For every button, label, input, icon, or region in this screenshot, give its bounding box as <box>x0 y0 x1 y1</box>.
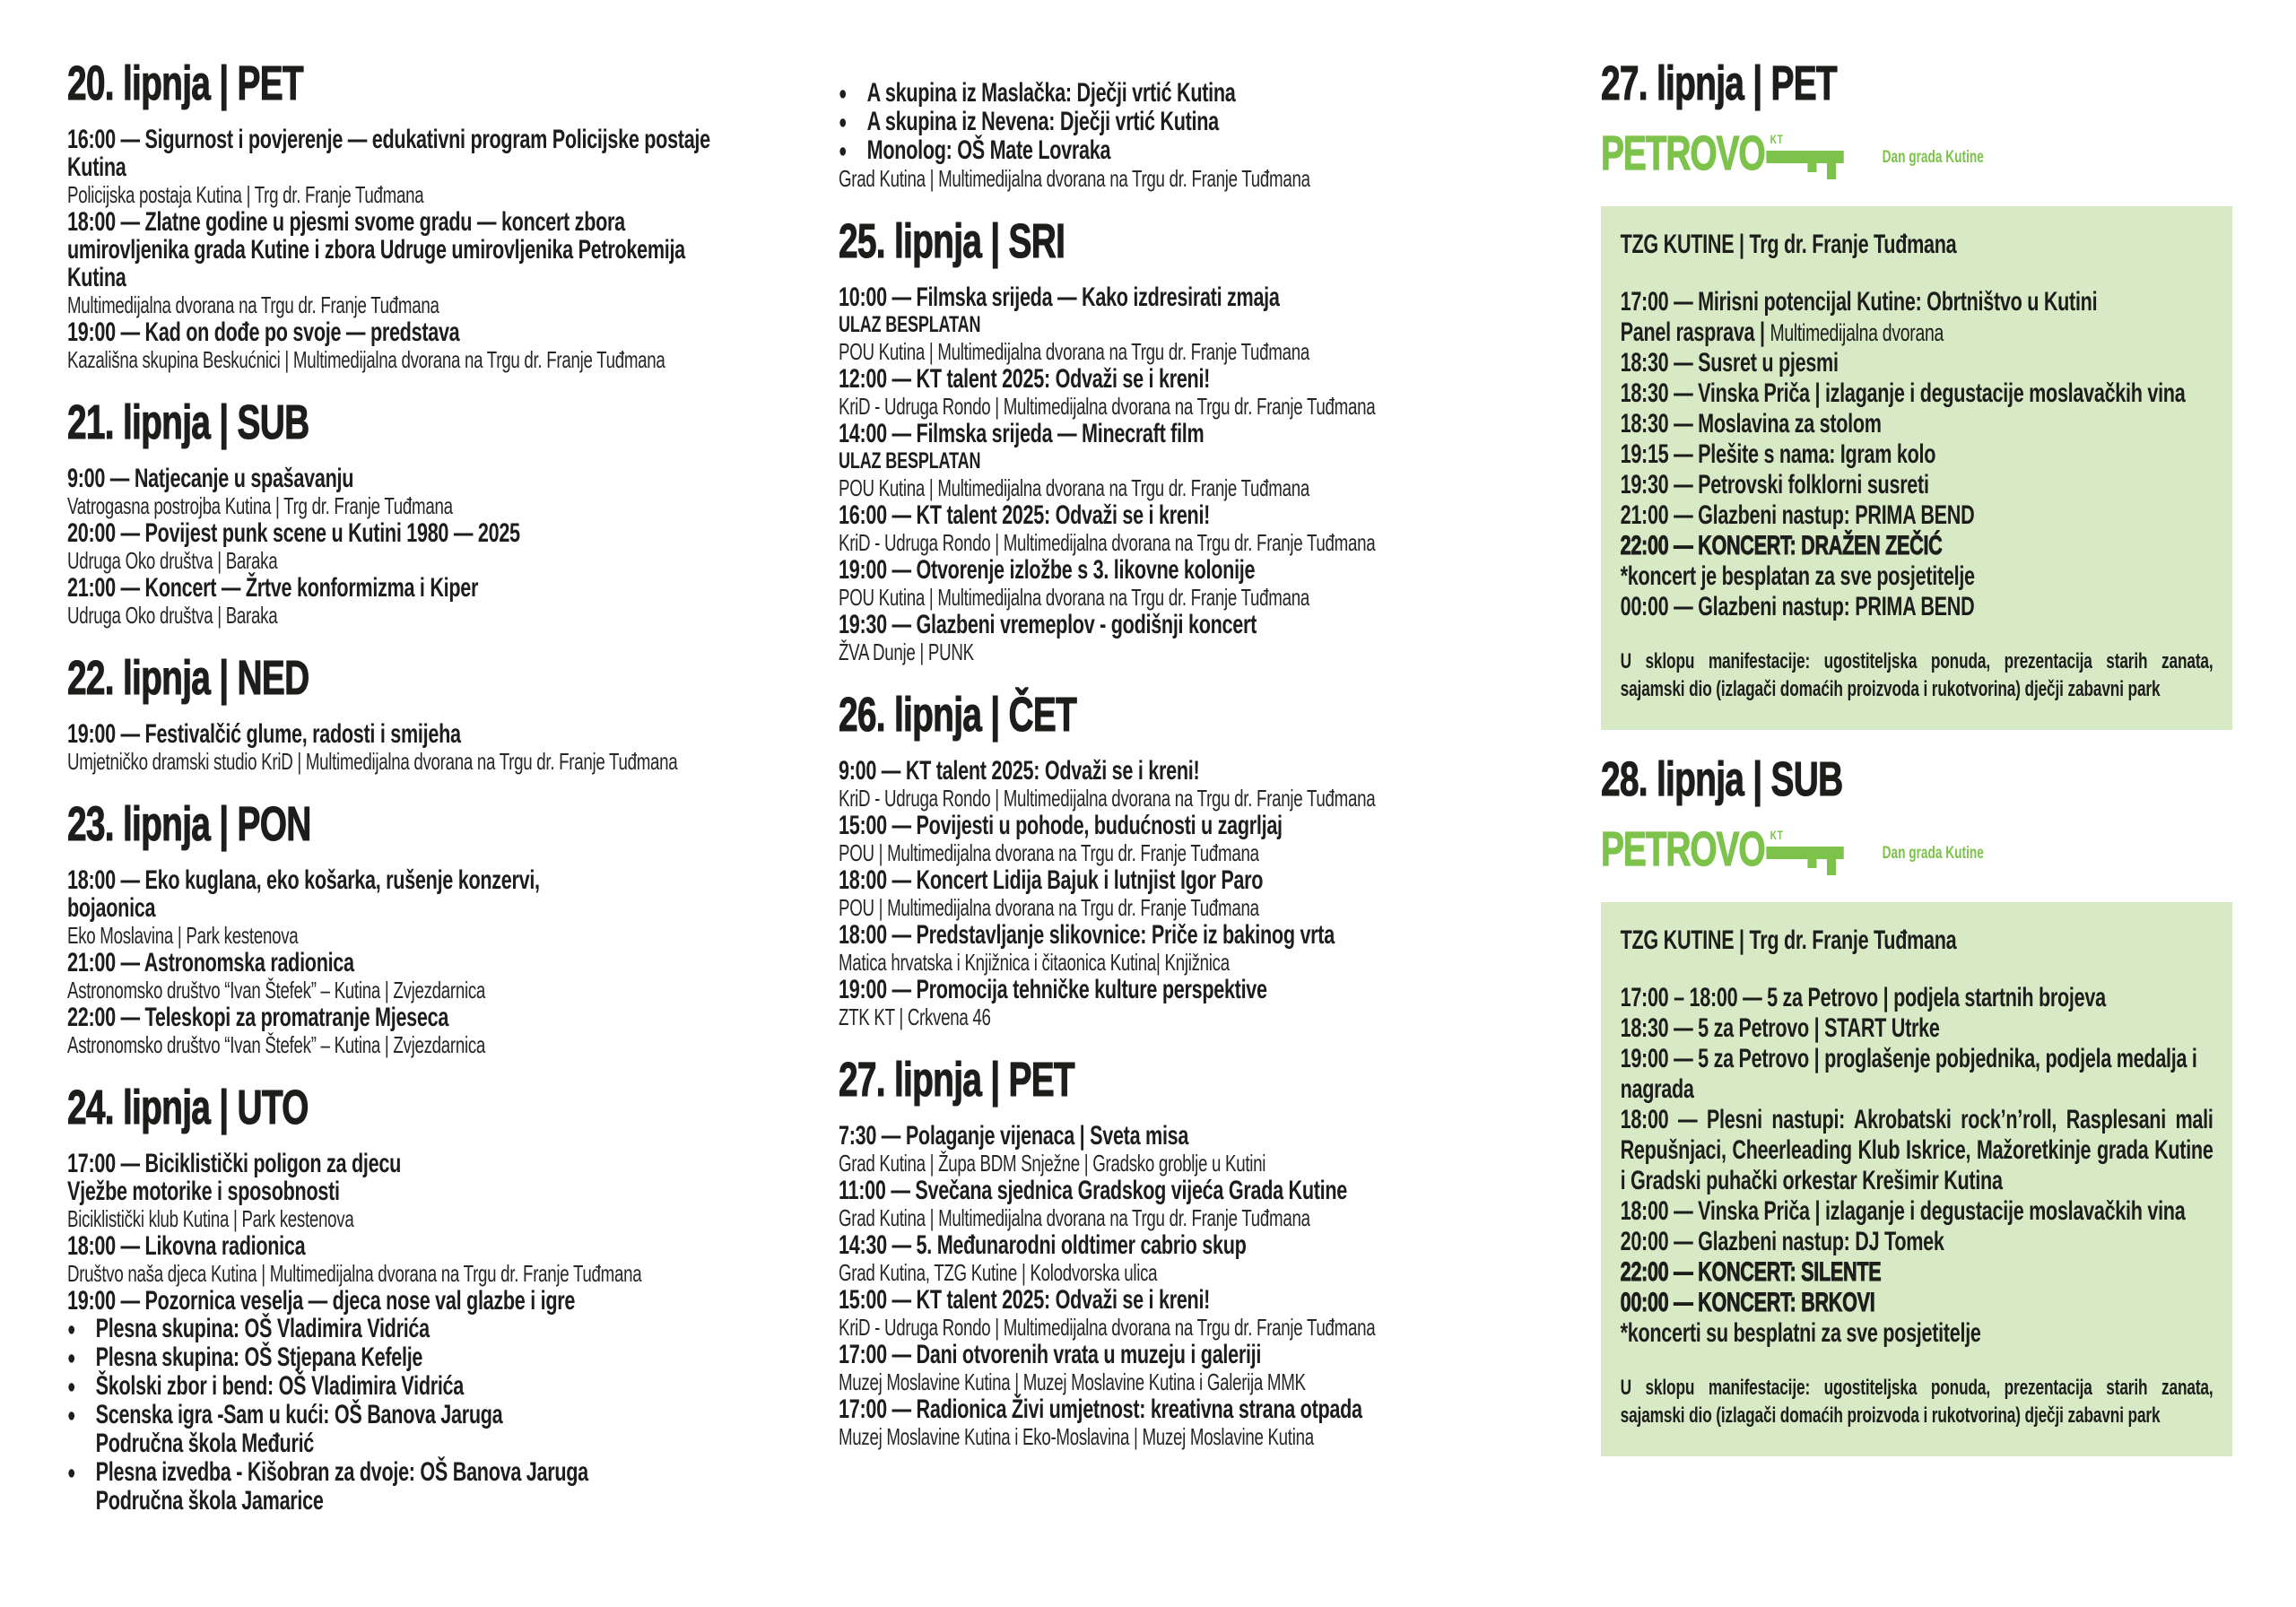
date-heading: 25. lipnja | SRI <box>839 214 1065 268</box>
event-line: 19:00 — Festivalčić glume, radosti i smijeha <box>67 719 461 749</box>
event-line: 18:00 — Zlatne godine u pjesmi svome gradu — koncert zbora umirovljenika grada Kutine i zbora Udruge umirovljenika Petrokemija Kutina <box>67 207 685 292</box>
festival-event-line: 17:00 – 18:00 — 5 za Petrovo | podjela startnih brojeva <box>1620 983 2106 1012</box>
program-bullet-item: ● Plesna skupina: OŠ Vladimira Vidrića <box>67 1315 723 1343</box>
location-line: Muzej Moslavine Kutina i Eko-Moslavina | Muzej Moslavine Kutina <box>839 1423 1314 1450</box>
program-bullet-item: ● A skupina iz Maslačka: Dječji vrtić Kutina <box>839 79 1474 108</box>
festival-event-line: 18:30 — Susret u pjesmi <box>1620 348 1839 378</box>
festival-schedule-box <box>1601 206 2232 730</box>
location-line: Grad Kutina | Multimedijalna dvorana na Trgu dr. Franje Tuđmana <box>839 165 1310 192</box>
event-line: 17:00 — Radionica Živi umjetnost: kreativna strana otpada <box>839 1394 1362 1424</box>
event-line: 18:00 — Koncert Lidija Bajuk i lutnjist Igor Paro <box>839 865 1264 895</box>
program-bullet-item: ● Scenska igra -Sam u kući: OŠ Banova Jaruga <box>67 1401 723 1429</box>
concert-event-line: 00:00 — KONCERT: BRKOVI <box>1620 1288 1875 1317</box>
program-day-section <box>67 1080 723 1516</box>
event-line: 11:00 — Svečana sjednica Gradskog vijeća Grada Kutine <box>839 1176 1348 1205</box>
date-heading: 27. lipnja | PET <box>1601 56 1837 110</box>
date-heading: 27. lipnja | PET <box>839 1053 1074 1107</box>
program-day-section <box>839 1052 1474 1450</box>
event-line: 7:30 — Polaganje vijenaca | Sveta misa <box>839 1121 1189 1151</box>
venue-line: TZG KUTINE | Trg dr. Franje Tuđmana <box>1620 925 1957 955</box>
petrovo-key-holder <box>1766 129 1863 191</box>
event-line: 21:00 — Koncert — Žrtve konformizma i Kiper <box>67 573 479 603</box>
free-admission-note: ULAZ BESPLATAN <box>839 448 981 473</box>
event-line: 15:00 — KT talent 2025: Odvaži se i kreni! <box>839 1285 1211 1315</box>
program-day-section <box>67 395 723 629</box>
program-day-section <box>839 79 1474 192</box>
date-heading: 24. lipnja | UTO <box>67 1081 309 1134</box>
festival-event-line: 17:00 — Mirisni potencijal Kutine: Obrtništvo u Kutini <box>1620 287 2098 317</box>
festival-event-line: 18:30 — 5 za Petrovo | START Utrke <box>1620 1013 1940 1043</box>
petrovo-tagline: Dan grada Kutine <box>1882 844 1984 863</box>
festival-event-line: 00:00 — Glazbeni nastup: PRIMA BEND <box>1620 592 1975 621</box>
event-line: 15:00 — Povijesti u pohode, budućnosti u zagrljaj <box>839 811 1283 840</box>
location-line: Udruga Oko društva | Baraka <box>67 602 278 629</box>
program-day-section <box>67 650 723 775</box>
petrovo-wordmark: PETROVO <box>1601 822 1765 876</box>
event-line: 18:00 — Eko kuglana, eko košarka, rušenje konzervi, <box>67 865 540 895</box>
program-day-section <box>67 56 723 373</box>
petrovo-logo <box>1601 126 2232 194</box>
program-bullet-item: ● A skupina iz Nevena: Dječji vrtić Kutina <box>839 108 1474 136</box>
event-line: 19:00 — Otvorenje izložbe s 3. likovne kolonije <box>839 555 1256 585</box>
location-line: Policijska postaja Kutina | Trg dr. Franje Tuđmana <box>67 181 424 208</box>
location-line: Matica hrvatska i Knjižnica i čitaonica Kutina| Knjižnica <box>839 949 1230 976</box>
festival-event-line: 21:00 — Glazbeni nastup: PRIMA BEND <box>1620 500 1975 530</box>
event-line: 18:00 — Predstavljanje slikovnice: Priče iz bakinog vrta <box>839 920 1335 950</box>
concert-event-line: 22:00 — KONCERT: DRAŽEN ZEČIĆ <box>1620 531 1943 560</box>
venue-line: TZG KUTINE | Trg dr. Franje Tuđmana <box>1620 230 1957 259</box>
date-heading: 26. lipnja | ČET <box>839 688 1077 742</box>
location-line: Astronomsko društvo “Ivan Štefek” – Kutina | Zvjezdarnica <box>67 977 486 1003</box>
event-detail-regular: Multimedijalna dvorana <box>1770 319 1944 346</box>
program-column-right <box>1601 56 2232 1456</box>
program-bullet-item: ● Monolog: OŠ Mate Lovraka <box>839 136 1474 165</box>
program-bullet-continuation: Područna škola Međurić <box>95 1429 315 1458</box>
event-line: 12:00 — KT talent 2025: Odvaži se i kreni! <box>839 364 1211 394</box>
program-column-left <box>67 56 723 1516</box>
program-bullet-item: ● Plesna izvedba - Kišobran za dvoje: OŠ Banova Jaruga <box>67 1458 723 1487</box>
festival-event-line: 18:30 — Moslavina za stolom <box>1620 409 1882 439</box>
petrovo-kt-label: KT <box>1770 132 1784 147</box>
event-line: 10:00 — Filmska srijeda — Kako izdresirati zmaja <box>839 282 1280 312</box>
event-line: 17:00 — Biciklistički poligon za djecu <box>67 1149 401 1178</box>
location-line: Multimedijalna dvorana na Trgu dr. Franje Tuđmana <box>67 291 439 318</box>
location-line: Muzej Moslavine Kutina | Muzej Moslavine Kutina i Galerija MMK <box>839 1368 1306 1395</box>
event-line: 21:00 — Astronomska radionica <box>67 948 354 977</box>
event-line: 19:30 — Glazbeni vremeplov - godišnji koncert <box>839 610 1257 639</box>
festival-event-line: 19:30 — Petrovski folklorni susreti <box>1620 470 1929 499</box>
event-line: 14:30 — 5. Međunarodni oldtimer cabrio skup <box>839 1230 1247 1260</box>
program-day-section <box>1601 56 2232 730</box>
date-heading: 28. lipnja | SUB <box>1601 752 1843 806</box>
event-line: 22:00 — Teleskopi za promatranje Mjeseca <box>67 1003 449 1032</box>
location-line: Udruga Oko društva | Baraka <box>67 547 278 574</box>
location-line: POU | Multimedijalna dvorana na Trgu dr. Franje Tuđmana <box>839 894 1259 921</box>
program-day-section <box>67 796 723 1058</box>
festival-footer-note: U sklopu manifestacije: ugostiteljska ponuda, prezentacija starih zanata, sajamski dio (izlagači domaćih proizvoda i rukotvorina) dječji zabavni park <box>1620 1376 2213 1428</box>
location-line: KriD - Udruga Rondo | Multimedijalna dvorana na Trgu dr. Franje Tuđmana <box>839 529 1376 556</box>
program-day-section <box>1601 751 2232 1456</box>
petrovo-kt-label: KT <box>1770 828 1784 843</box>
event-line: 18:00 — Likovna radionica <box>67 1231 306 1261</box>
event-line: 14:00 — Filmska srijeda — Minecraft film <box>839 419 1205 448</box>
location-line: POU Kutina | Multimedijalna dvorana na Trgu dr. Franje Tuđmana <box>839 584 1309 611</box>
location-line: ZTK KT | Crkvena 46 <box>839 1003 991 1030</box>
event-line: 17:00 — Dani otvorenih vrata u muzeju i galeriji <box>839 1340 1262 1369</box>
location-line: KriD - Udruga Rondo | Multimedijalna dvorana na Trgu dr. Franje Tuđmana <box>839 1314 1376 1341</box>
program-bullet-item: ● Plesna skupina: OŠ Stjepana Kefelje <box>67 1343 723 1372</box>
event-line: bojaonica <box>67 893 156 923</box>
location-line: Društvo naša djeca Kutina | Multimedijalna dvorana na Trgu dr. Franje Tuđmana <box>67 1260 642 1287</box>
petrovo-tagline: Dan grada Kutine <box>1882 148 1984 167</box>
event-line: 9:00 — KT talent 2025: Odvaži se i kreni! <box>839 756 1200 786</box>
event-line: 19:00 — Kad on dođe po svoje — predstava <box>67 317 460 347</box>
program-bullet-item: ● Školski zbor i bend: OŠ Vladimira Vidrića <box>67 1372 723 1401</box>
location-line: POU Kutina | Multimedijalna dvorana na Trgu dr. Franje Tuđmana <box>839 338 1309 365</box>
location-line: Grad Kutina | Multimedijalna dvorana na Trgu dr. Franje Tuđmana <box>839 1204 1310 1231</box>
key-icon <box>1766 825 1863 882</box>
festival-schedule-box <box>1601 902 2232 1456</box>
festival-event-line: Panel rasprava | Multimedijalna dvorana <box>1620 317 1944 347</box>
petrovo-logo <box>1601 822 2232 890</box>
location-line: Biciklistički klub Kutina | Park kestenova <box>67 1205 354 1232</box>
date-heading: 21. lipnja | SUB <box>67 395 309 449</box>
event-line: 9:00 — Natjecanje u spašavanju <box>67 464 354 493</box>
festival-event-line: 19:15 — Plešite s nama: Igram kolo <box>1620 439 1936 469</box>
program-day-section <box>839 687 1474 1030</box>
festival-event-line: 19:00 — 5 za Petrovo | proglašenje pobjednika, podjela medalja i nagrada <box>1620 1044 2197 1104</box>
date-heading: 23. lipnja | PON <box>67 797 311 851</box>
location-line: POU Kutina | Multimedijalna dvorana na Trgu dr. Franje Tuđmana <box>839 474 1309 501</box>
event-line: Vježbe motorike i sposobnosti <box>67 1177 340 1206</box>
program-bullet-continuation: Područna škola Jamarice <box>95 1486 324 1516</box>
festival-footer-note: U sklopu manifestacije: ugostiteljska ponuda, prezentacija starih zanata, sajamski dio (izlagači domaćih proizvoda i rukotvorina) dječji zabavni park <box>1620 649 2213 701</box>
festival-event-line: *koncert je besplatan za sve posjetitelje <box>1620 561 1975 591</box>
festival-event-line: 18:00 — Plesni nastupi: Akrobatski rock’n’roll, Rasplesani mali Repušnjaci, Cheerleading Klub Iskrice, Mažoretkinje grada Kutine i Gradski puhački orkestar Krešimir Kutina <box>1620 1105 2213 1195</box>
location-line: Vatrogasna postrojba Kutina | Trg dr. Franje Tuđmana <box>67 492 453 519</box>
date-heading: 22. lipnja | NED <box>67 651 309 705</box>
location-line: Umjetničko dramski studio KriD | Multimedijalna dvorana na Trgu dr. Franje Tuđmana <box>67 748 678 775</box>
location-line: POU | Multimedijalna dvorana na Trgu dr. Franje Tuđmana <box>839 839 1259 866</box>
location-line: Grad Kutina, TZG Kutine | Kolodvorska ulica <box>839 1259 1158 1286</box>
location-line: Eko Moslavina | Park kestenova <box>67 922 299 949</box>
festival-event-line: *koncerti su besplatni za sve posjetitelje <box>1620 1318 1981 1348</box>
event-line: 16:00 — Sigurnost i povjerenje — edukativni program Policijske postaje Kutina <box>67 125 710 182</box>
concert-event-line: 22:00 — KONCERT: SILENTE <box>1620 1257 1882 1287</box>
event-line: 19:00 — Pozornica veselja — djeca nose val glazbe i igre <box>67 1286 576 1316</box>
program-column-middle <box>839 56 1474 1450</box>
event-line: 20:00 — Povijest punk scene u Kutini 1980 — 2025 <box>67 518 520 548</box>
location-line: KriD - Udruga Rondo | Multimedijalna dvorana na Trgu dr. Franje Tuđmana <box>839 393 1376 420</box>
petrovo-wordmark: PETROVO <box>1601 126 1765 180</box>
program-day-section <box>839 213 1474 665</box>
date-heading: 20. lipnja | PET <box>67 56 303 110</box>
location-line: Kazališna skupina Beskućnici | Multimedijalna dvorana na Trgu dr. Franje Tuđmana <box>67 346 665 373</box>
festival-event-line: 20:00 — Glazbeni nastup: DJ Tomek <box>1620 1227 1944 1256</box>
key-icon <box>1766 129 1863 187</box>
location-line: KriD - Udruga Rondo | Multimedijalna dvorana na Trgu dr. Franje Tuđmana <box>839 785 1376 812</box>
festival-event-line: 18:00 — Vinska Priča | izlaganje i degustacije moslavačkih vina <box>1620 1196 2186 1226</box>
location-line: Astronomsko društvo “Ivan Štefek” – Kutina | Zvjezdarnica <box>67 1031 486 1058</box>
location-line: ŽVA Dunje | PUNK <box>839 638 974 665</box>
festival-event-line: 18:30 — Vinska Priča | izlaganje i degustacije moslavačkih vina <box>1620 378 2186 408</box>
free-admission-note: ULAZ BESPLATAN <box>839 312 981 337</box>
location-line: Grad Kutina | Župa BDM Snježne | Gradsko groblje u Kutini <box>839 1150 1266 1177</box>
event-line: 19:00 — Promocija tehničke kulture perspektive <box>839 975 1267 1004</box>
event-line: 16:00 — KT talent 2025: Odvaži se i kreni! <box>839 500 1211 530</box>
petrovo-key-holder <box>1766 825 1863 887</box>
